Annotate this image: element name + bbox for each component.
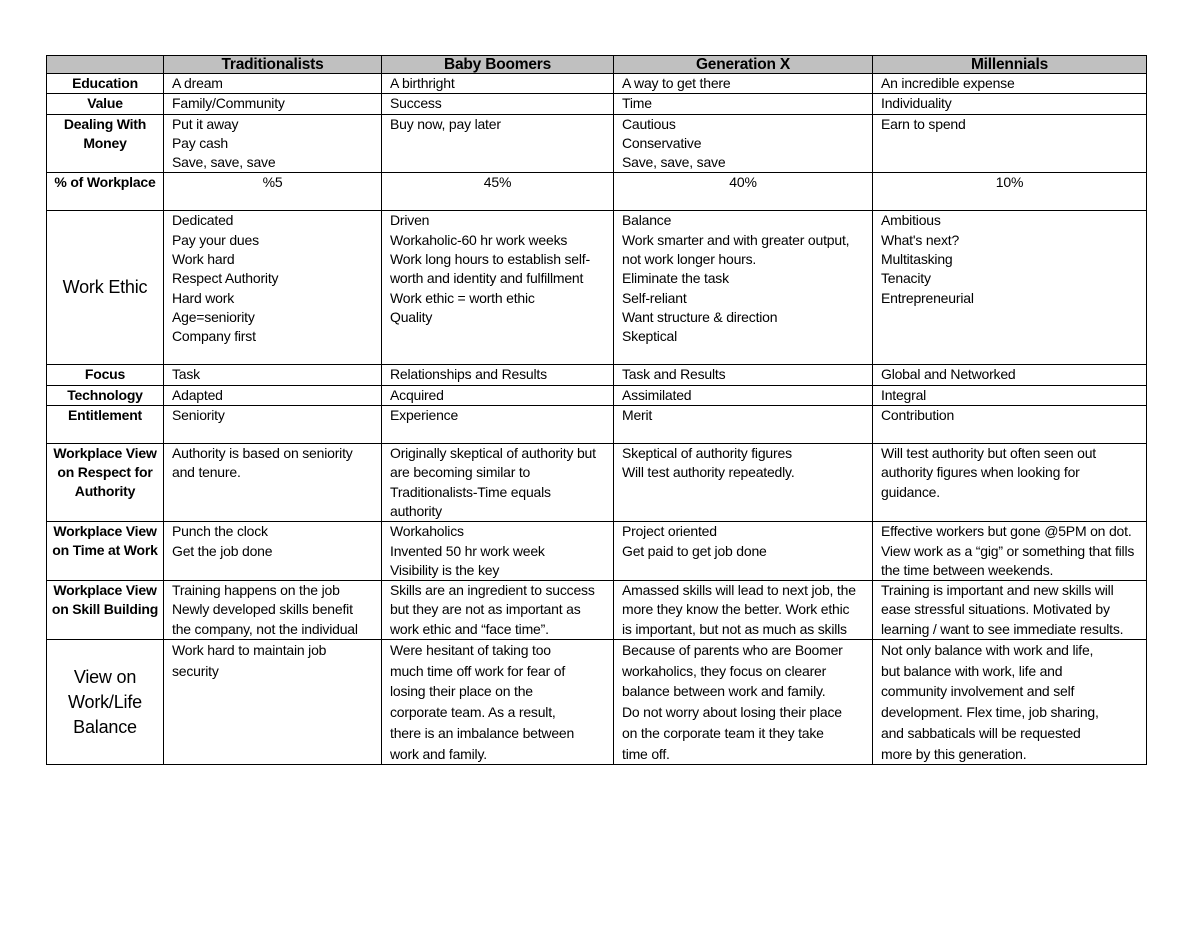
cell-line: An incredible expense [881,75,1015,91]
cell-dealing-with-money-generation-x [614,114,873,173]
cell-line: but they are not as important as [390,601,581,618]
table-row-respect-for-authority [47,444,1147,522]
cell-line: Work ethic = worth ethic [390,289,535,306]
cell-line: Work hard [172,251,235,268]
cell-line: Originally skeptical of authority but [390,445,596,462]
cell-line: Buy now, pay later [390,115,501,132]
cell-line: and sabbaticals will be requested [881,724,1081,741]
cell-work-ethic-traditionalists [164,211,382,365]
header-row [47,56,1147,74]
cell-line: work ethic and “face time”. [390,620,549,637]
cell-line: Newly developed skills benefit [172,601,353,618]
cell-line: Were hesitant of taking too [390,642,551,659]
cell-line: Relationships and Results [390,366,547,383]
row-header-skill-building: Workplace View on Skill Building [47,581,164,640]
cell-value-millennials [873,94,1147,114]
cell-time-at-work-traditionalists [164,522,382,581]
cell-line: the time between weekends. [881,561,1054,578]
cell-line: 45% [483,174,512,191]
cell-percent-of-workplace-millennials [873,173,1147,211]
cell-line: Pay your dues [172,231,259,248]
cell-line: Experience [390,407,459,424]
cell-line: Training is important and new skills will [881,582,1114,599]
cell-focus-baby-boomers [382,365,614,385]
cell-line: corporate team. As a result, [390,704,556,721]
cell-respect-for-authority-millennials [873,444,1147,522]
row-header-entitlement: Entitlement [47,406,164,444]
cell-line: Balance [622,212,672,229]
cell-line: Multitasking [881,251,953,268]
cell-entitlement-baby-boomers [382,406,614,444]
generations-comparison-table [46,55,1147,765]
table-row-technology [47,385,1147,405]
row-header-focus: Focus [47,365,164,385]
cell-line: View work as a “gig” or something that fills [881,542,1135,559]
table-row-work-life-balance [47,640,1147,765]
row-header-value: Value [47,94,164,114]
cell-line: Age=seniority [172,308,255,325]
cell-line: guidance. [881,483,940,500]
table-row-value [47,94,1147,114]
cell-line: authority [390,502,442,519]
table-row-focus [47,365,1147,385]
cell-line: Visibility is the key [390,561,500,578]
cell-line: Dedicated [172,212,234,229]
cell-focus-generation-x [614,365,873,385]
cell-line: Save, save, save [622,154,726,171]
cell-skill-building-millennials [873,581,1147,640]
cell-percent-of-workplace-baby-boomers [382,173,614,211]
cell-entitlement-traditionalists [164,406,382,444]
header-generation-x: Generation X [614,56,873,74]
cell-percent-of-workplace-traditionalists [164,173,382,211]
cell-dealing-with-money-millennials [873,114,1147,173]
row-header-work-ethic: Work Ethic [47,211,164,365]
cell-line: A dream [172,75,223,91]
table-row-entitlement [47,406,1147,444]
cell-line: learning / want to see immediate results. [881,620,1124,637]
cell-line: workaholics, they focus on clearer [622,662,827,679]
cell-line: Training happens on the job [172,582,340,599]
cell-value-generation-x [614,94,873,114]
table-row-education [47,74,1147,94]
cell-line: Acquired [390,386,444,403]
cell-entitlement-millennials [873,406,1147,444]
cell-line: Workaholics [390,523,464,540]
cell-line: A birthright [390,75,455,91]
cell-line: Task [172,366,200,383]
cell-line: but balance with work, life and [881,662,1063,679]
cell-line: Want structure & direction [622,308,778,325]
cell-line: Family/Community [172,95,285,112]
cell-line: development. Flex time, job sharing, [881,704,1099,721]
cell-line: worth and identity and fulfillment [390,270,584,287]
cell-line: Amassed skills will lead to next job, the [622,582,856,599]
row-header-education: Education [47,74,164,94]
cell-work-ethic-baby-boomers [382,211,614,365]
cell-line: Project oriented [622,523,717,540]
cell-line: Respect Authority [172,270,279,287]
cell-line: Hard work [172,289,234,306]
cell-line: are becoming similar to [390,464,531,481]
cell-line: Eliminate the task [622,270,729,287]
cell-line: Work hard to maintain job [172,642,327,659]
table-row-dealing-with-money [47,114,1147,173]
cell-skill-building-generation-x [614,581,873,640]
cell-line: Tenacity [881,270,931,287]
cell-line: Time [622,95,652,112]
cell-line: Quality [390,308,433,325]
cell-value-baby-boomers [382,94,614,114]
cell-time-at-work-millennials [873,522,1147,581]
cell-line: Get the job done [172,542,273,559]
cell-line: Contribution [881,407,955,424]
row-header-respect-for-authority: Workplace View on Respect for Authority [47,444,164,522]
cell-time-at-work-generation-x [614,522,873,581]
cell-line: more by this generation. [881,745,1027,762]
cell-line: 40% [729,174,757,191]
cell-education-baby-boomers [382,74,614,94]
row-header-time-at-work: Workplace View on Time at Work [47,522,164,581]
cell-line: Success [390,95,442,112]
cell-technology-baby-boomers [382,385,614,405]
cell-value-traditionalists [164,94,382,114]
cell-line: Put it away [172,115,239,132]
cell-line: Get paid to get job done [622,542,767,559]
cell-line: Not only balance with work and life, [881,642,1094,659]
cell-education-millennials [873,74,1147,94]
cell-line: ease stressful situations. Motivated by [881,601,1110,618]
cell-line: losing their place on the [390,683,533,700]
cell-education-generation-x [614,74,873,94]
cell-work-ethic-millennials [873,211,1147,365]
cell-line: Traditionalists-Time equals [390,483,551,500]
cell-line: Conservative [622,134,702,151]
cell-line: Earn to spend [881,115,966,132]
cell-respect-for-authority-generation-x [614,444,873,522]
cell-focus-millennials [873,365,1147,385]
cell-technology-generation-x [614,385,873,405]
cell-line: 10% [995,174,1024,191]
cell-line: time off. [622,745,670,762]
cell-line: What's next? [881,231,960,248]
cell-line: A way to get there [622,75,731,91]
cell-line: Skills are an ingredient to success [390,582,595,599]
cell-skill-building-baby-boomers [382,581,614,640]
cell-line: Individuality [881,95,952,112]
cell-focus-traditionalists [164,365,382,385]
cell-respect-for-authority-traditionalists [164,444,382,522]
cell-line: %5 [262,174,283,191]
table-body [47,74,1147,765]
cell-line: Assimilated [622,386,692,403]
cell-line: Driven [390,212,430,229]
cell-line: Skeptical of authority figures [622,445,792,462]
cell-technology-traditionalists [164,385,382,405]
cell-work-life-balance-baby-boomers [382,640,614,765]
cell-line: security [172,662,219,679]
cell-line: there is an imbalance between [390,724,575,741]
row-header-dealing-with-money: Dealing With Money [47,114,164,173]
cell-line: Self-reliant [622,289,687,306]
table-row-time-at-work [47,522,1147,581]
cell-line: Work long hours to establish self- [390,251,590,268]
cell-line: Integral [881,386,927,403]
cell-dealing-with-money-traditionalists [164,114,382,173]
cell-line: Save, save, save [172,154,276,171]
row-header-work-life-balance: View on Work/Life Balance [47,640,164,765]
table-row-skill-building [47,581,1147,640]
cell-line: and tenure. [172,464,241,481]
cell-line: Adapted [172,386,223,403]
cell-line: Invented 50 hr work week [390,542,545,559]
table-row-percent-of-workplace [47,173,1147,211]
cell-line: is important, but not as much as skills [622,620,847,637]
header-traditionalists: Traditionalists [164,56,382,74]
cell-work-life-balance-millennials [873,640,1147,765]
cell-line: the company, not the individual [172,620,358,637]
cell-line: Skeptical [622,328,678,345]
cell-line: not work longer hours. [622,251,757,268]
cell-line: community involvement and self [881,683,1075,700]
header-corner-cell [47,56,164,74]
cell-line: much time off work for fear of [390,662,566,679]
header-baby-boomers: Baby Boomers [382,56,614,74]
cell-line: Authority is based on seniority [172,445,353,462]
table-row-work-ethic [47,211,1147,365]
row-header-technology: Technology [47,385,164,405]
cell-line: Company first [172,328,256,345]
cell-line: Merit [622,407,653,424]
cell-line: Cautious [622,115,676,132]
cell-education-traditionalists [164,74,382,94]
cell-line: Because of parents who are Boomer [622,642,843,659]
cell-line: Workaholic-60 hr work weeks [390,231,568,248]
cell-line: Do not worry about losing their place [622,704,842,721]
cell-skill-building-traditionalists [164,581,382,640]
cell-line: balance between work and family. [622,683,826,700]
cell-work-ethic-generation-x [614,211,873,365]
cell-line: Global and Networked [881,366,1016,383]
header-millennials: Millennials [873,56,1147,74]
cell-entitlement-generation-x [614,406,873,444]
cell-line: Punch the clock [172,523,268,540]
cell-line: Will test authority repeatedly. [622,464,795,481]
cell-dealing-with-money-baby-boomers [382,114,614,173]
cell-work-life-balance-traditionalists [164,640,382,765]
row-header-percent-of-workplace: % of Workplace [47,173,164,211]
cell-line: work and family. [390,745,487,762]
cell-technology-millennials [873,385,1147,405]
cell-work-life-balance-generation-x [614,640,873,765]
cell-line: more they know the better. Work ethic [622,601,850,618]
cell-line: on the corporate team it they take [622,724,824,741]
cell-percent-of-workplace-generation-x [614,173,873,211]
cell-line: Entrepreneurial [881,289,974,306]
cell-line: Task and Results [622,366,726,383]
cell-line: authority figures when looking for [881,464,1080,481]
cell-time-at-work-baby-boomers [382,522,614,581]
cell-respect-for-authority-baby-boomers [382,444,614,522]
cell-line: Ambitious [881,212,941,229]
cell-line: Effective workers but gone @5PM on dot. [881,523,1132,540]
cell-line: Seniority [172,407,225,424]
cell-line: Work smarter and with greater output, [622,231,850,248]
cell-line: Will test authority but often seen out [881,445,1096,462]
cell-line: Pay cash [172,134,228,151]
